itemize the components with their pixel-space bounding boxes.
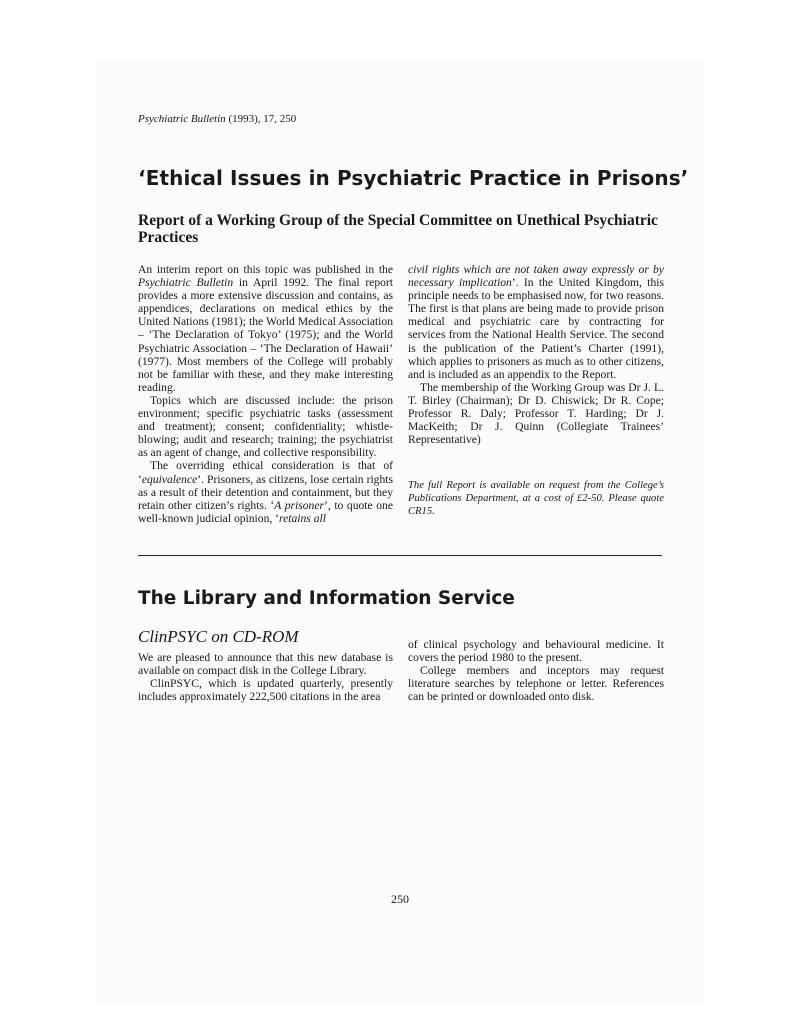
citation-line bbox=[138, 113, 296, 125]
paragraph: The membership of the Working Group was Dr J. L. T. Birley (Chairman); Dr D. Chiswick; Dr R. Cope; Professor R. Daly; Professor T. Harding; Dr J. MacKeith; Dr J. Quinn (Collegiate Trainees’ Representative) bbox=[408, 380, 664, 447]
journal-name: Psychiatric Bulletin bbox=[138, 113, 226, 125]
article1-column-left bbox=[138, 263, 393, 525]
section-subheading: ClinPSYC on CD-ROM bbox=[138, 627, 299, 646]
paragraph: ClinPSYC, which is updated quarterly, presently includes approximately 222,500 citations in the area bbox=[138, 677, 393, 704]
paragraph: College members and inceptors may request literature searches by telephone or letter. References can be printed or downloaded onto disk. bbox=[408, 664, 664, 704]
article-subtitle: Report of a Working Group of the Special Committee on Unethical Psychiatric Practices bbox=[138, 212, 658, 246]
paragraph: An interim report on this topic was published in the Psychiatric Bulletin in April 1992. The final report provides a more extensive discussion and contains, as appendices, declarations on medical ethics by the United Nations (1981); the World Medical Association – ‘The Declaration of Tokyo’ (1975); and the World Psychiatric Association – ‘The Declaration of Hawaii’ (1977). Most members of the College will probably not be familiar with these, and they make interesting reading. bbox=[138, 263, 394, 394]
article2-column-right bbox=[408, 638, 664, 703]
page-number: 250 bbox=[391, 892, 409, 906]
article-title: ‘Ethical Issues in Psychiatric Practice in Prisons’ bbox=[138, 166, 689, 190]
paragraph: of clinical psychology and behavioural medicine. It covers the period 1980 to the present. bbox=[408, 638, 664, 665]
year-volume-page: (1993), 17, 250 bbox=[228, 113, 297, 125]
article2-column-left bbox=[138, 651, 393, 703]
availability-note: The full Report is available on request from the College’s Publications Department, at a cost of £2-50. Please quote CR15. bbox=[408, 480, 664, 518]
paragraph: Topics which are discussed include: the prison environment; specific psychiatric tasks (assessment and treatment); consent; confidentiality; whistle-blowing; audit and research; training; the psychiatrist as an agent of change, and collective responsibility. bbox=[138, 393, 393, 460]
page-background bbox=[96, 62, 704, 1002]
section-divider bbox=[138, 555, 662, 556]
paragraph: The overriding ethical consideration is that of ‘equivalence’. Prisoners, as citizens, lose certain rights as a result of their detention and containment, but they retain other citizen’s rights. ‘A prisoner’, to quote one well-known judicial opinion, ‘retains all bbox=[138, 459, 393, 525]
section-title: The Library and Information Service bbox=[138, 588, 515, 609]
article1-column-right bbox=[408, 263, 664, 518]
paragraph: We are pleased to announce that this new database is available on compact disk in the College Library. bbox=[138, 651, 393, 678]
paragraph: civil rights which are not taken away expressly or by necessary implication’. In the United Kingdom, this principle needs to be emphasised now, for two reasons. The first is that plans are being made to provide prison medical and psychiatric care by contracting for services from the National Health Service. The second is the publication of the Patient’s Charter (1991), which applies to prisoners as much as to other citizens, and is included as an appendix to the Report. bbox=[408, 263, 664, 381]
